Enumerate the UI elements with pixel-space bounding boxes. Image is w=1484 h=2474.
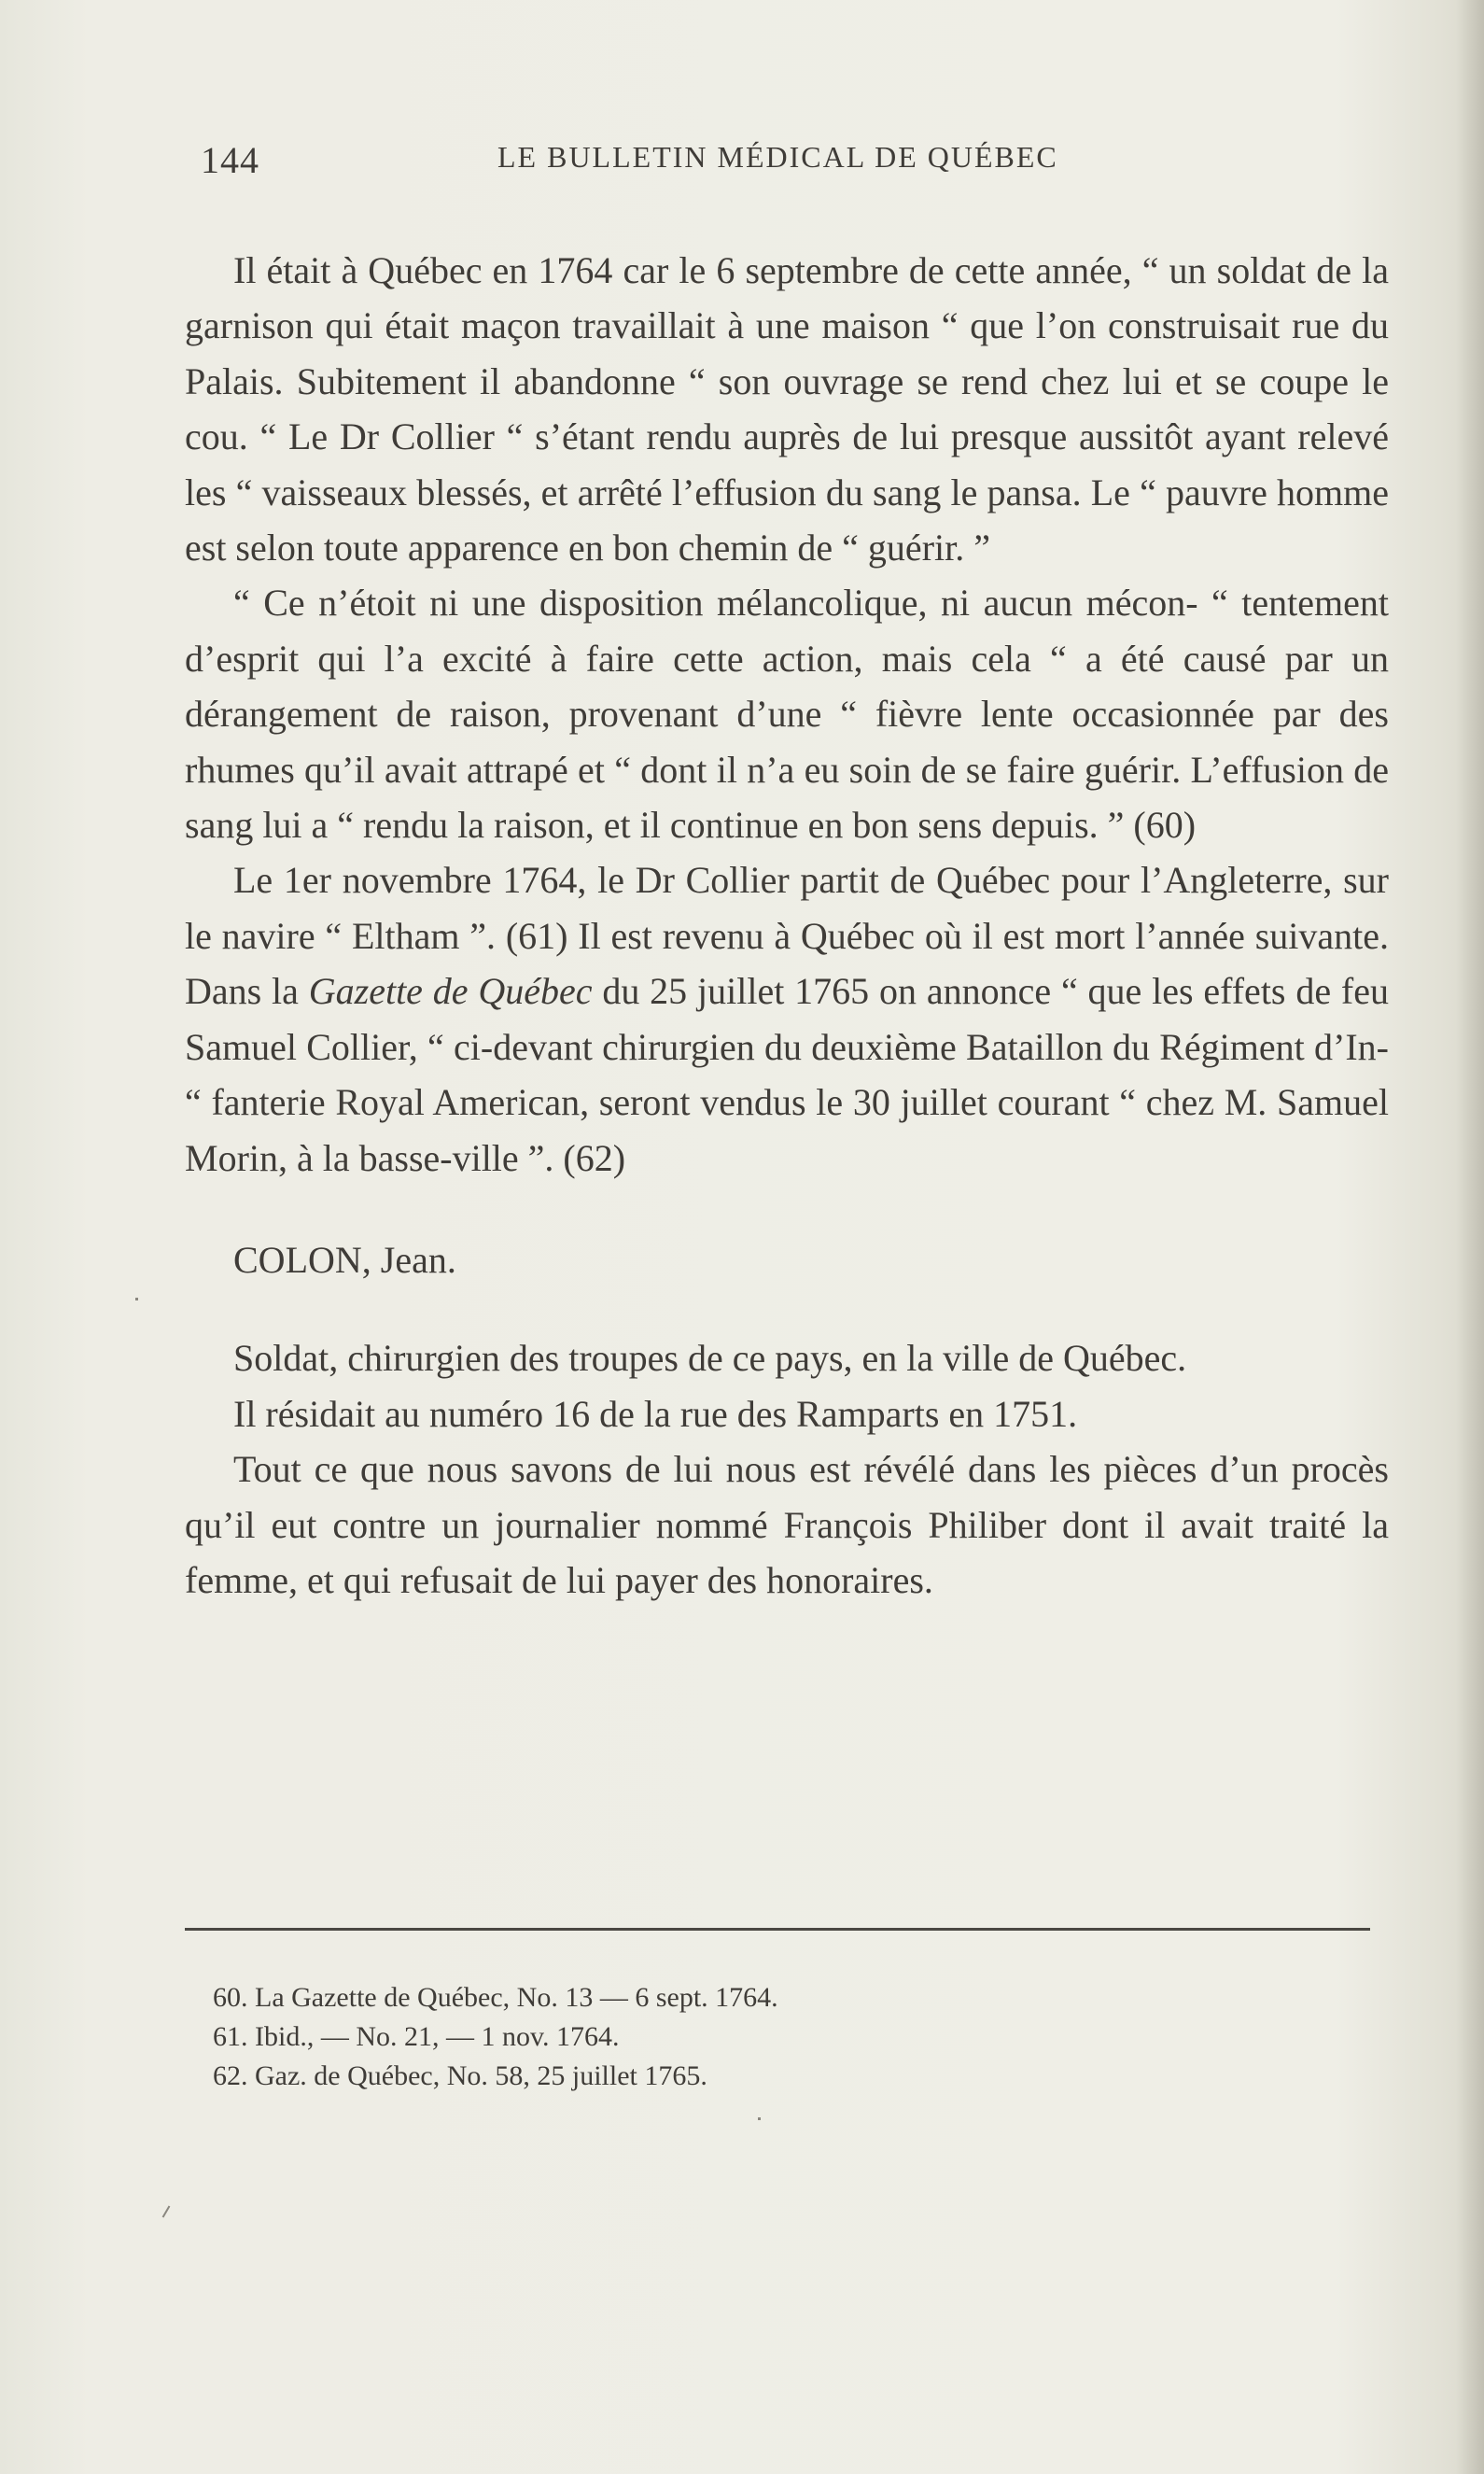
paragraph-colon-soldier: Soldat, chirurgien des troupes de ce pays, en la ville de Québec. bbox=[233, 1337, 1187, 1380]
footnote-61: 61. Ibid., — No. 21, — 1 nov. 1764. bbox=[213, 2021, 620, 2052]
body-text bbox=[185, 243, 1389, 1608]
paragraph-colon-residence: Il résidait au numéro 16 de la rue des Ramparts en 1751. bbox=[233, 1392, 1078, 1435]
page-header bbox=[201, 138, 1386, 190]
paragraph-colon-trial: Tout ce que nous savons de lui nous est révélé dans les pièces d’un procès qu’il eut contre un journalier nommé François Philiber dont il avait traité la femme, et qui refusait de lui payer des honoraires. bbox=[185, 1448, 1389, 1601]
paragraph-collier-1764: Il était à Québec en 1764 car le 6 septembre de cette année, “ un soldat de la garnison qui était maçon travaillait à une maison “ que l’on construisait rue du Palais. Subitement il abandonne “ son ouvrage se rend chez lui et se coupe le cou. “ Le Dr Collier “ s’étant rendu auprès de lui presque aussitôt ayant relevé les “ vaisseaux blessés, et arrêté l’effusion du sang le pansa. Le “ pauvre homme est selon toute apparence en bon chemin de “ guérir. ” bbox=[185, 249, 1389, 569]
page-number: 144 bbox=[201, 139, 259, 181]
footnote-62: 62. Gaz. de Québec, No. 58, 25 juillet 1765. bbox=[213, 2060, 707, 2091]
paper-speck bbox=[135, 1298, 138, 1300]
running-title: LE BULLETIN MÉDICAL DE QUÉBEC bbox=[497, 140, 1058, 174]
paragraph-gazette-quote: “ Ce n’étoit ni une disposition mélancolique, ni aucun mécon- “ tentement d’esprit qui l’a excité à faire cette action, mais cela “ a été causé par un dérangement de raison, provenant d’une “ fièvre lente occasionnée par des rhumes qu’il avait attrapé et “ dont il n’a eu soin de se faire guérir. L’effusion de sang lui a “ rendu la raison, et il continue en bon sens depuis. ” (60) bbox=[185, 582, 1389, 847]
paper-speck bbox=[758, 2117, 761, 2120]
footnotes bbox=[213, 1978, 1053, 2096]
paragraph-text-start: Le 1er novembre 1764, le Dr Collier partit de Québec pour l’Angleterre, sur le navire “ Eltham ”. (61) Il est revenu à Québec où il est mort l’année suivante. Dans la bbox=[185, 859, 1389, 1013]
page-edge-shadow bbox=[1456, 0, 1484, 2474]
paragraph-collier-departure bbox=[185, 852, 1389, 1185]
footnote-divider bbox=[185, 1928, 1370, 1931]
section-heading: COLON, Jean. bbox=[233, 1238, 456, 1281]
footnote-60: 60. La Gazette de Québec, No. 13 — 6 sept. 1764. bbox=[213, 1982, 778, 2013]
paper-speck bbox=[162, 2205, 171, 2217]
paragraph-text-end: du 25 juillet 1765 on annonce “ que les effets de feu Samuel Collier, “ ci-devant chirurgien du deuxième Bataillon du Régiment d’In- “ fanterie Royal American, seront vendus le 30 juillet courant “ chez M. Samuel Morin, à la basse-ville ”. (62) bbox=[185, 970, 1389, 1179]
gazette-title-italic: Gazette de Québec bbox=[308, 970, 593, 1013]
